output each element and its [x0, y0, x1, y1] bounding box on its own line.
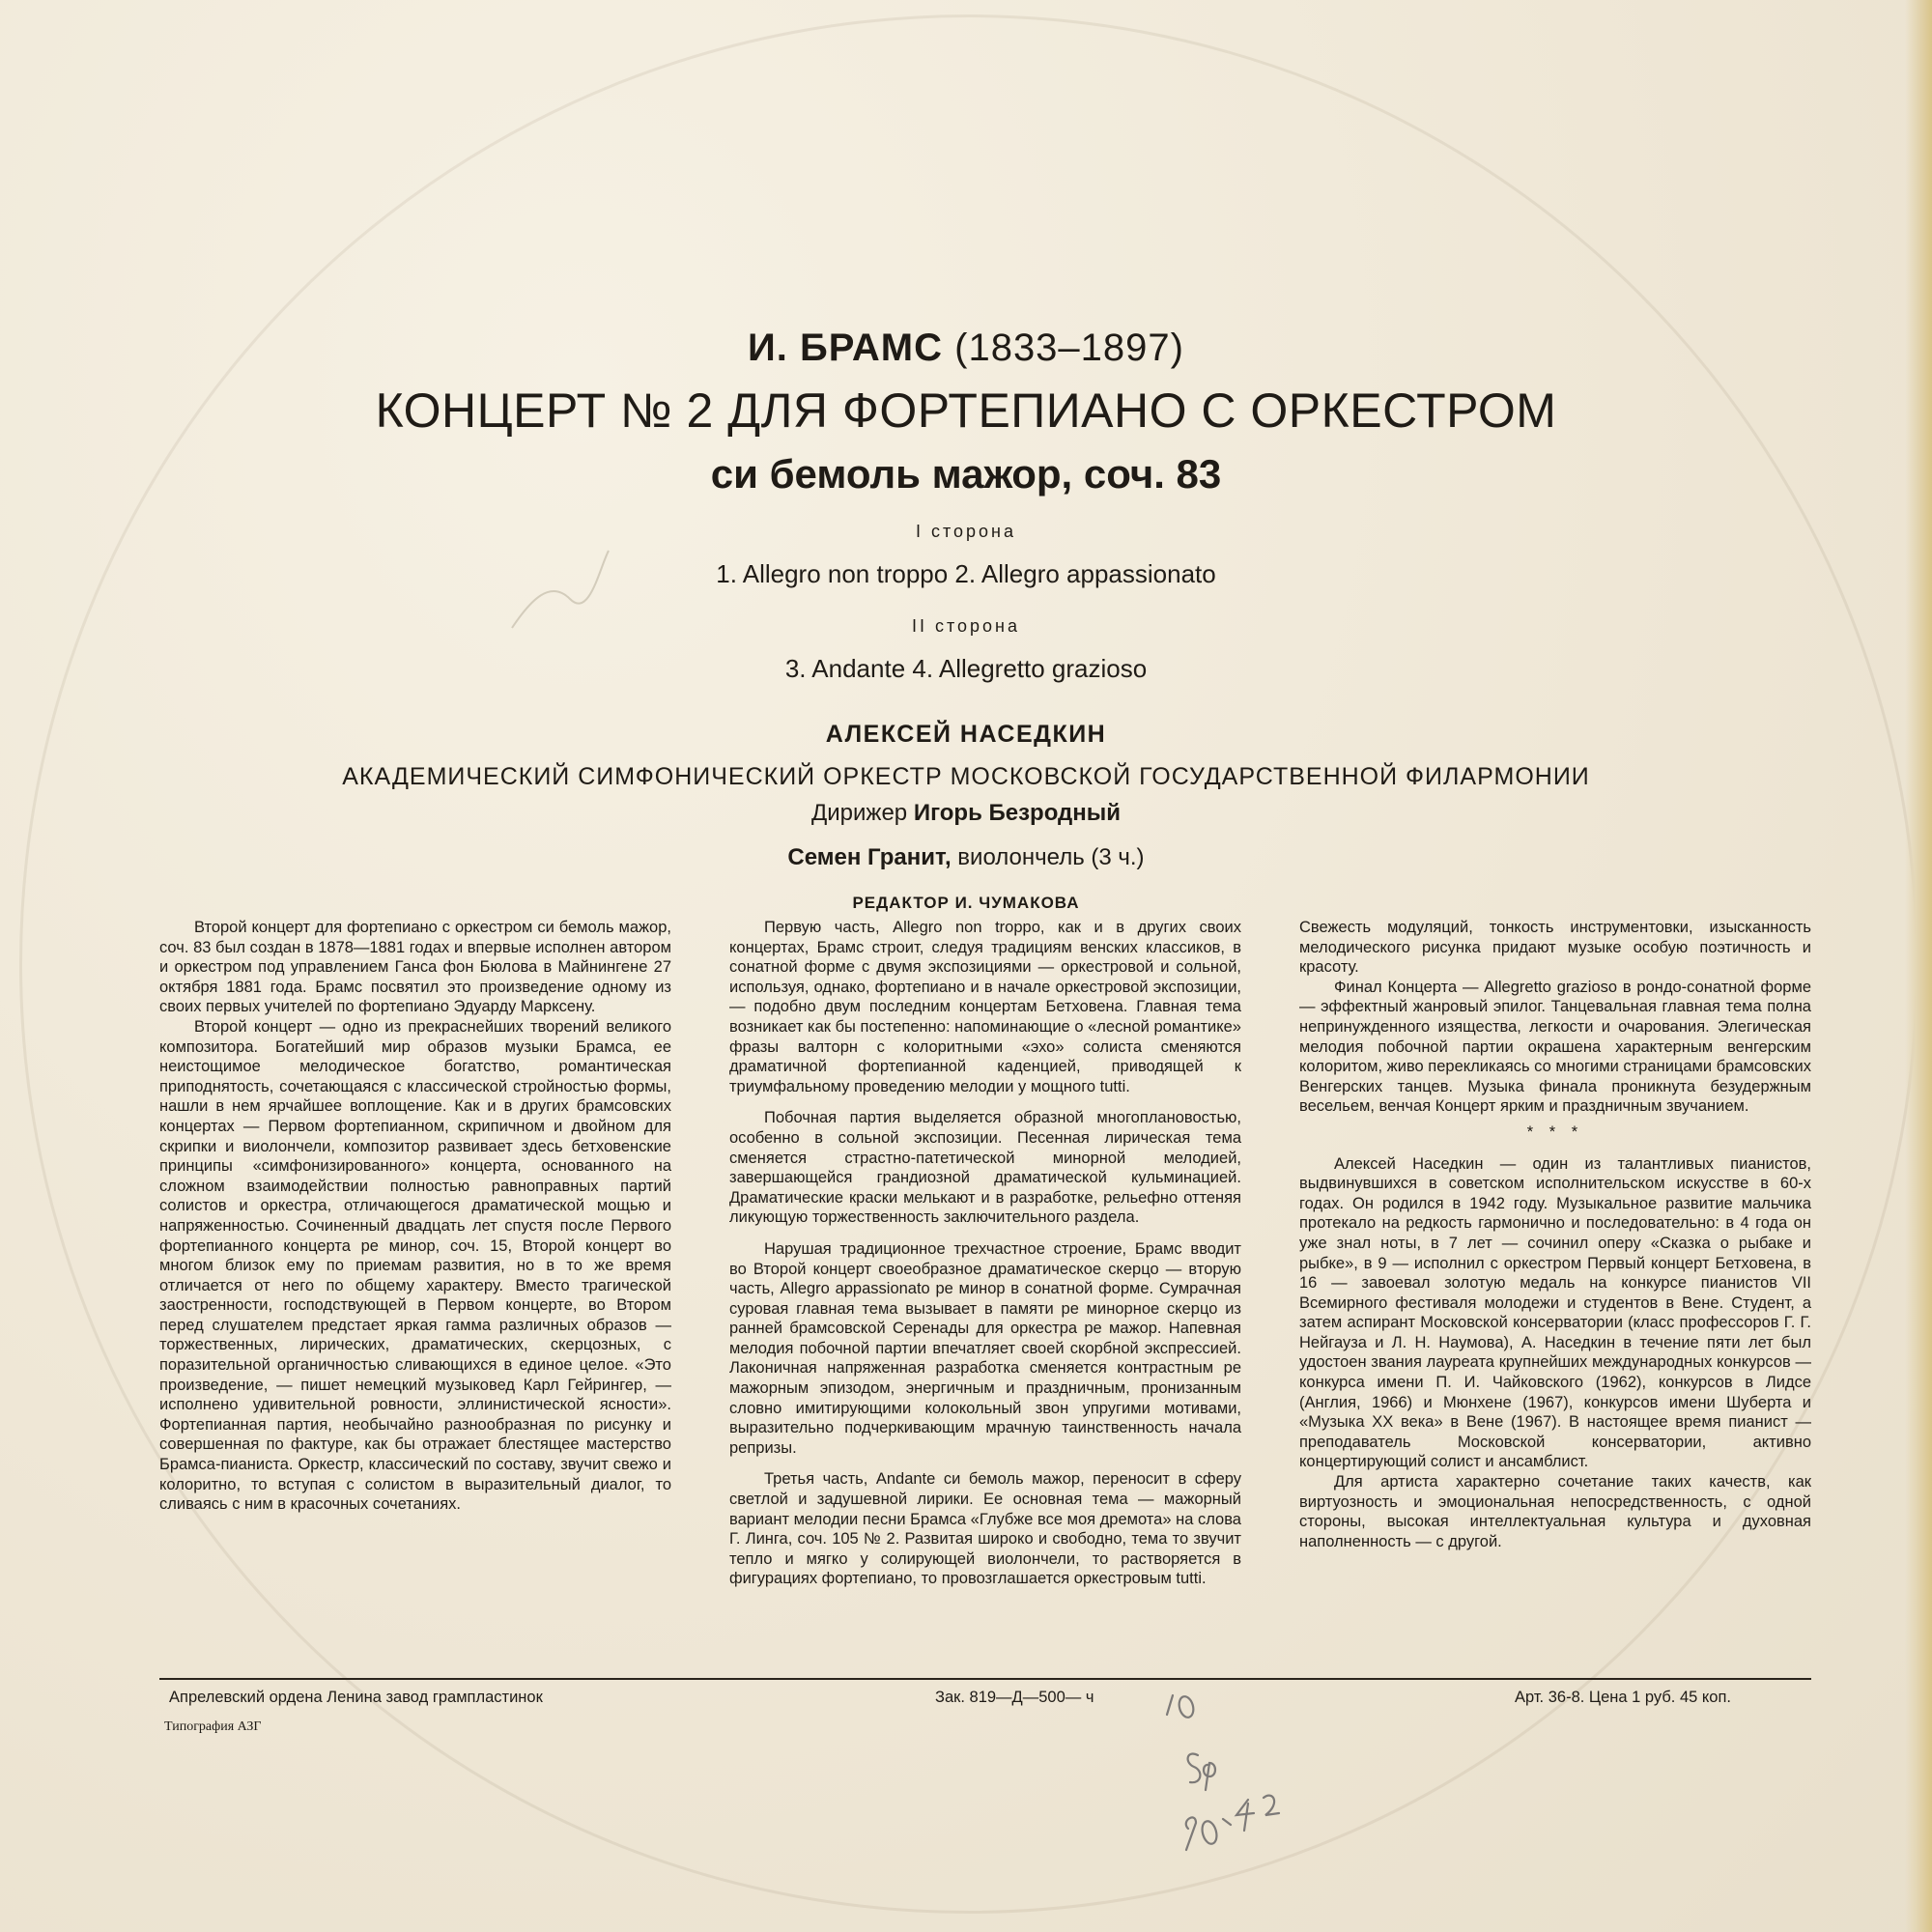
cellist-name: Семен Гранит, — [787, 844, 952, 870]
order-number: Зак. 819—Д—500— ч — [935, 1689, 1094, 1706]
sleeve-edge — [1905, 0, 1932, 1932]
side2-movements: 3. Andante 4. Allegretto grazioso — [784, 654, 1148, 683]
liner-notes-column-2 — [729, 918, 1241, 1589]
editor-credit: РЕДАКТОР И. ЧУМАКОВА — [852, 894, 1080, 912]
side2-label: II сторона — [911, 616, 1021, 636]
conductor-name: Игорь Безродный — [913, 800, 1122, 826]
work-key: си бемоль мажор, соч. 83 — [710, 451, 1222, 497]
paragraph: Первую часть, Allegro non troppo, как и в других своих концертах, Брамс строит, следуя традициям венских классиков, в сонатной форме с двумя экспозициями — оркестровой и сольной, используя, однако, фортепиано и в начале оркестровой экспозиции, — подобно двум последним концертам Бетховена. Главная тема возникает как бы постепенно: напоминающие о «лесной романтике» фразы валторн с колоритными «эхо» солиста сменяются драматичной фортепианной каденцией, приводящей к триумфальному проведению мелодии у мощного tutti. — [729, 919, 1241, 1095]
paragraph: Побочная партия выделяется образной многоплановостью, особенно в сольной экспозиции. Песенная лирическая тема сменяется страстно-патетической минорной мелодией, завершающейся грандиозной драматической кульминацией. Драматические краски мелькают и в разработке, рельефно оттеняя ликующую торжественность заключительного раздела. — [729, 1109, 1241, 1227]
composer-dates: (1833–1897) — [954, 327, 1184, 369]
pencil-annotation — [1159, 1686, 1294, 1860]
paragraph: Второй концерт — одно из прекраснейших творений великого композитора. Богатейший мир образов музыки Брамса, ее неистощимое мелодическое богатство, романтическая приподнятость, сочетающаяся с классической стройностью формы, нашли в нем ярчайшее воплощение. Как и в других брамсовских концертах — Первом фортепианном, скрипичном и двойном для скрипки и виолончели, композитор развивает здесь бетховенские принципы «симфонизированного» концерта, основанного на сложном взаимодействии полностью равноправных партий солистов и оркестра, отличающегося драматической мощью и напряженностью. Сочиненный двадцать лет спустя после Первого фортепианного концерта ре минор, соч. 15, Второй концерт во многом близок ему по приемам развития, но в то же время отличается от него по общему характеру. Вместо трагической заостренности, господствующей в Первом концерте, во Втором перед слушателем предстает яркая гамма различных образов — торжественных, лирических, драматических, скерцозных, с поразительной органичностью сливающихся в единое целое. «Это произведение, — пишет немецкий музыковед Карл Гейрингер, — исполнено удивительной ровности, эллинистической ясности». Фортепианная партия, необычайно разнообразная по рисунку и совершенная по фактуре, как бы отражает блестящее мастерство Брамса-пианиста. Оркестр, классический по составу, звучит свежо и колоритно, то вступая с солистом в выразительный диалог, то сливаясь с ним в красочных сочетаниях. — [159, 1017, 671, 1514]
liner-notes-column-3 — [1299, 918, 1811, 1551]
cellist-role: виолончель (3 ч.) — [957, 844, 1145, 870]
article-and-price: Арт. 36-8. Цена 1 руб. 45 коп. — [1515, 1689, 1732, 1706]
side1-label: I сторона — [915, 522, 1017, 541]
paragraph: Второй концерт для фортепиано с оркестром си бемоль мажор, соч. 83 был создан в 1878—1881 годах и впервые исполнен автором и оркестром под управлением Ганса фон Бюлова в Майнингене 27 октября 1881 года. Брамс посвятил это произведение одному из своих первых учителей по фортепиано Эдуарду Марксену. — [159, 919, 671, 1016]
conductor-role: Дирижер — [810, 800, 908, 826]
composer-line — [0, 319, 1932, 377]
cellist-line — [0, 838, 1932, 877]
paragraph: Для артиста характерно сочетание таких качеств, как виртуозность и эмоциональная непосредственность, с одной стороны, высокая интеллектуальная культура и духовная наполненность — с другой. — [1299, 1473, 1811, 1550]
paragraph: Алексей Наседкин — один из талантливых пианистов, выдвинувшихся в советском исполнительском искусстве в 60-х годах. Он родился в 1942 году. Музыкальное развитие мальчика протекало на редкость гармонично и последовательно: в 4 года он уже знал ноты, в 7 лет — сочинил оперу «Сказка о рыбаке и рыбке», в 9 — исполнил с оркестром Первый концерт Бетховена, в 16 — завоевал золотую медаль на конкурсе пианистов VII Всемирного фестиваля молодежи и студентов в Вене. Студент, а затем аспирант Московской консерватории (класс профессоров Г. Г. Нейгауза и Л. Н. Наумова), А. Наседкин в течение пяти лет был удостоен звания лауреата крупнейших международных конкурсов — конкурса имени П. И. Чайковского (1962), конкурсов в Лидсе (Англия, 1966) и Мюнхене (1967), конкурсов имени Шуберта и «Музыка XX века» в Вене (1967). В настоящее время пианист — преподаватель Московской консерватории, активно концертирующий солист и ансамблист. — [1299, 1154, 1811, 1471]
liner-notes-column-1 — [159, 918, 671, 1515]
paragraph: Третья часть, Andante си бемоль мажор, переносит в сферу светлой и задушевной лирики. Ее основная тема — мажорный вариант мелодии песни Брамса «Глубже все моя дремота» на слова Г. Линга, соч. 105 № 2. Развитая широко и свободно, тема то звучит тепло и мягко у солирующей виолончели, то растворяется в фигурациях фортепиано, то провозглашается оркестровым tutti. — [729, 1470, 1241, 1588]
conductor-line — [0, 796, 1932, 831]
section-divider-stars: * * * — [1526, 1122, 1584, 1141]
work-title: КОНЦЕРТ № 2 ДЛЯ ФОРТЕПИАНО С ОРКЕСТРОМ — [375, 384, 1557, 438]
paragraph-continuation: Свежесть модуляций, тонкость инструментовки, изысканность мелодического рисунка придают музыке особую поэтичность и красоту. — [1299, 919, 1811, 977]
orchestra-name: АКАДЕМИЧЕСКИЙ СИМФОНИЧЕСКИЙ ОРКЕСТР МОСКОВСКОЙ ГОСУДАРСТВЕННОЙ ФИЛАРМОНИИ — [342, 763, 1590, 790]
pianist-name: АЛЕКСЕЙ НАСЕДКИН — [825, 721, 1107, 748]
paragraph: Нарушая традиционное трехчастное строение, Брамс вводит во Второй концерт своеобразное драматическое скерцо — вторую часть, Allegro appassionato ре минор в сонатной форме. Сумрачная суровая главная тема вызывает в памяти ре минорное скерцо из ранней брамсовской Серенады для оркестра ре мажор. Напевная мелодия побочной партии впечатляет своей скорбной экспрессией. Лаконичная напряженная разработка сменяется контрастным ре мажорным эпизодом, энергичным и праздничным, пронизанным словно имитирующими колокольный звон упругими мотивами, выразительно подчеркивающим мрачную таинственность начала репризы. — [729, 1239, 1241, 1457]
composer-name: И. БРАМС — [748, 327, 943, 369]
side1-movements: 1. Allegro non troppo 2. Allegro appassionato — [716, 559, 1216, 588]
paragraph: Финал Концерта — Allegretto grazioso в рондо-сонатной форме — эффектный жанровый эпилог. Танцевальная главная тема полна непринужденного изящества, легкости и очарования. Элегическая мелодия побочной партии окрашена характерным венгерским колоритом, живо перекликаясь со многими страницами брамсовских Венгерских танцев. Музыка финала проникнута безудержным весельем, венчая Концерт ярким и праздничным звучанием. — [1299, 978, 1811, 1116]
printer-credit: Типография АЗГ — [164, 1719, 262, 1734]
manufacturer: Апрелевский ордена Ленина завод грампластинок — [169, 1689, 543, 1706]
footer-divider — [159, 1678, 1811, 1680]
album-header — [0, 319, 1932, 918]
